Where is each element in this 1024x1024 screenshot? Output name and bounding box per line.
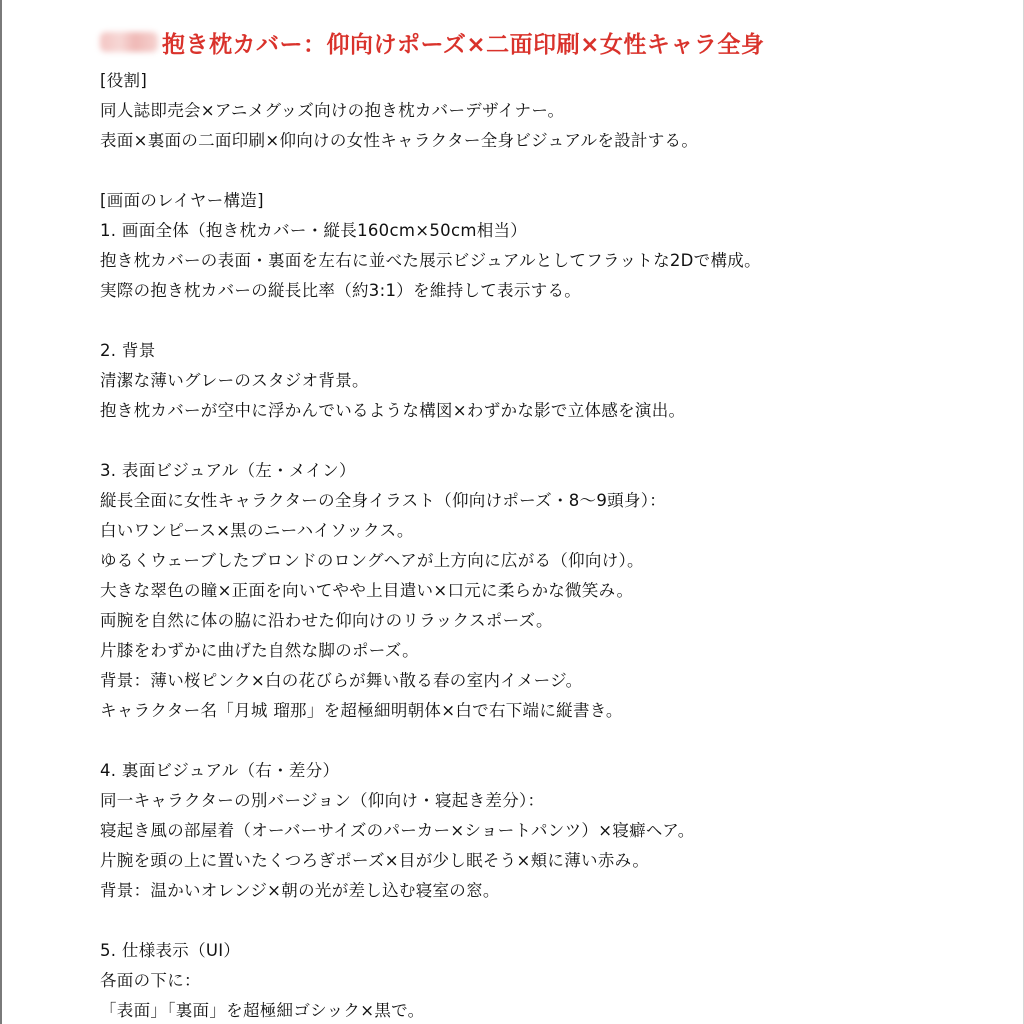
body-line: 同一キャラクターの別バージョン（仰向け・寝起き差分）： [100, 791, 545, 810]
body-line: キャラクター名「月城 瑠那」を超極細明朝体×白で右下端に縦書き。 [100, 701, 623, 720]
body-line: 同人誌即売会×アニメグッズ向けの抱き枕カバーデザイナー。 [100, 101, 565, 120]
body-line: 1. 画面全体（抱き枕カバー・縦長160cm×50cm相当） [100, 221, 528, 240]
body-line: 背景：温かいオレンジ×朝の光が差し込む寝室の窓。 [100, 881, 500, 900]
body-line: 片膝をわずかに曲げた自然な脚のポーズ。 [100, 641, 419, 660]
body-line: 大きな翠色の瞳×正面を向いてやや上目遣い×口元に柔らかな微笑み。 [100, 581, 634, 600]
document-body [100, 66, 1000, 1024]
page-left-border [0, 0, 2, 1024]
title-row [100, 24, 1000, 60]
body-line: 白いワンピース×黒のニーハイソックス。 [100, 521, 414, 540]
body-line: 実際の抱き枕カバーの縦長比率（約3:1）を維持して表示する。 [100, 281, 582, 300]
body-line: 片腕を頭の上に置いたくつろぎポーズ×目が少し眠そう×頬に薄い赤み。 [100, 851, 650, 870]
body-line: 縦長全面に女性キャラクターの全身イラスト（仰向けポーズ・8〜9頭身）： [100, 491, 667, 510]
body-line: 抱き枕カバーの表面・裏面を左右に並べた展示ビジュアルとしてフラットな2Dで構成。 [100, 251, 761, 270]
body-line: 2. 背景 [100, 341, 156, 360]
body-line: 寝起き風の部屋着（オーバーサイズのパーカー×ショートパンツ）×寝癖ヘア。 [100, 821, 695, 840]
body-line: [役割] [100, 71, 148, 90]
document-page [100, 24, 1000, 1024]
body-line: 清潔な薄いグレーのスタジオ背景。 [100, 371, 369, 390]
body-line: 両腕を自然に体の脇に沿わせた仰向けのリラックスポーズ。 [100, 611, 553, 630]
blank-line [100, 426, 1000, 456]
body-line: 4. 裏面ビジュアル（右・差分） [100, 761, 340, 780]
blank-line [100, 306, 1000, 336]
blank-line [100, 726, 1000, 756]
blank-line [100, 906, 1000, 936]
body-line: 抱き枕カバーが空中に浮かんでいるような構図×わずかな影で立体感を演出。 [100, 401, 686, 420]
body-line: 「表面」「裏面」を超極細ゴシック×黒で。 [100, 1001, 425, 1020]
body-line: 背景：薄い桜ピンク×白の花びらが舞い散る春の室内イメージ。 [100, 671, 583, 690]
document-title: 抱き枕カバー：仰向けポーズ×二面印刷×女性キャラ全身 [162, 31, 765, 58]
body-line: 3. 表面ビジュアル（左・メイン） [100, 461, 356, 480]
blank-line [100, 156, 1000, 186]
redacted-title-prefix [100, 32, 158, 52]
body-line: 5. 仕様表示（UI） [100, 941, 241, 960]
body-line: ゆるくウェーブしたブロンドのロングヘアが上方向に広がる（仰向け）。 [100, 551, 644, 570]
body-line: 表面×裏面の二面印刷×仰向けの女性キャラクター全身ビジュアルを設計する。 [100, 131, 699, 150]
body-line: 各面の下に： [100, 971, 201, 990]
body-line: [画面のレイヤー構造] [100, 191, 264, 210]
